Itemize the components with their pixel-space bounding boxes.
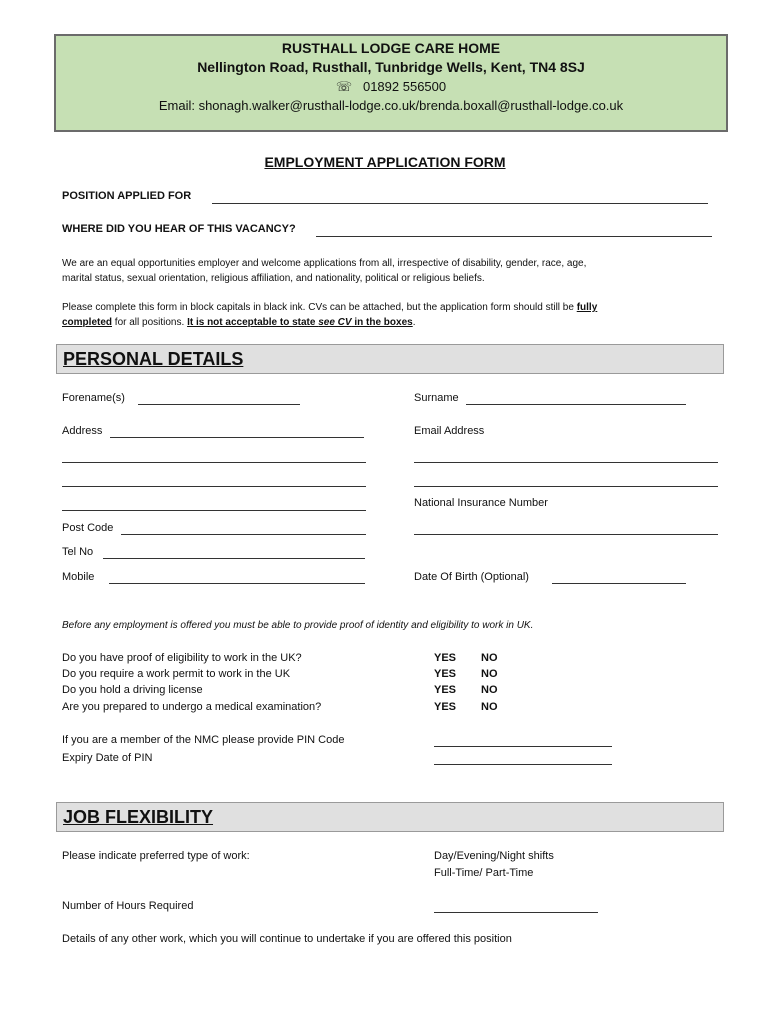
other-work-label: Details of any other work, which you will continue to undertake if you are offered this position bbox=[62, 933, 512, 945]
personal-details-heading: PERSONAL DETAILS bbox=[56, 344, 724, 374]
vacancy-field[interactable] bbox=[316, 236, 712, 237]
period-text: . bbox=[412, 317, 416, 328]
shift-options[interactable]: Day/Evening/Night shifts bbox=[434, 850, 554, 862]
yes-option[interactable]: YES bbox=[434, 668, 457, 680]
phone-icon: ☏ bbox=[335, 79, 353, 94]
equal-opps-line2: marital status, sexual orientation, religious affiliation, and nationality, political or religious beliefs. bbox=[62, 273, 485, 284]
not-acceptable-text: It is not acceptable to state bbox=[187, 317, 319, 328]
question-medical: Are you prepared to undergo a medical examination? bbox=[62, 701, 322, 713]
tel-field[interactable] bbox=[103, 558, 365, 559]
position-field[interactable] bbox=[212, 203, 708, 204]
equal-opps-line1: We are an equal opportunities employer and welcome applications from all, irrespective of disability, gender, race, age, bbox=[62, 258, 587, 269]
for-all-positions-text: for all positions. bbox=[112, 317, 188, 328]
hours-field[interactable] bbox=[434, 912, 598, 913]
see-cv-text: see CV bbox=[318, 317, 352, 328]
instructions-line2 bbox=[62, 315, 415, 330]
forename-field[interactable] bbox=[138, 404, 300, 405]
mobile-label: Mobile bbox=[62, 571, 95, 583]
phone-number: 01892 556500 bbox=[362, 79, 447, 94]
mobile-field[interactable] bbox=[109, 583, 365, 584]
email-field[interactable] bbox=[414, 462, 718, 463]
yes-option[interactable]: YES bbox=[434, 652, 457, 664]
ni-field[interactable] bbox=[414, 534, 718, 535]
ni-label: National Insurance Number bbox=[414, 497, 548, 509]
email-field-2[interactable] bbox=[414, 486, 718, 487]
position-label: POSITION APPLIED FOR bbox=[62, 190, 192, 202]
org-email: Email: shonagh.walker@rusthall-lodge.co.uk/brenda.boxall@rusthall-lodge.co.uk bbox=[158, 98, 624, 113]
vacancy-label: WHERE DID YOU HEAR OF THIS VACANCY? bbox=[62, 223, 296, 235]
job-flexibility-heading: JOB FLEXIBILITY bbox=[56, 802, 724, 832]
surname-label: Surname bbox=[414, 392, 459, 404]
hours-label: Number of Hours Required bbox=[62, 900, 194, 912]
identity-note: Before any employment is offered you must be able to provide proof of identity and eligibility to work in UK. bbox=[62, 620, 534, 631]
completed-text: completed bbox=[62, 317, 113, 328]
instructions-text: Please complete this form in block capitals in black ink. CVs can be attached, but the application form should still be bbox=[62, 302, 574, 313]
nmc-pin-field[interactable] bbox=[434, 746, 612, 747]
address-field-4[interactable] bbox=[62, 510, 366, 511]
dob-label: Date Of Birth (Optional) bbox=[414, 571, 529, 583]
in-boxes-text: in the boxes bbox=[351, 317, 413, 328]
form-title: EMPLOYMENT APPLICATION FORM bbox=[264, 154, 506, 170]
question-eligibility: Do you have proof of eligibility to work in the UK? bbox=[62, 652, 302, 664]
dob-field[interactable] bbox=[552, 583, 686, 584]
email-label: Email Address bbox=[414, 425, 485, 437]
tel-label: Tel No bbox=[62, 546, 94, 558]
pin-expiry-label: Expiry Date of PIN bbox=[62, 752, 153, 764]
surname-field[interactable] bbox=[466, 404, 686, 405]
nmc-pin-label: If you are a member of the NMC please provide PIN Code bbox=[62, 734, 345, 746]
header-box bbox=[54, 34, 728, 132]
address-field-2[interactable] bbox=[62, 462, 366, 463]
question-driving-license: Do you hold a driving license bbox=[62, 684, 203, 696]
pin-expiry-field[interactable] bbox=[434, 764, 612, 765]
fully-text: fully bbox=[576, 302, 598, 313]
yes-option[interactable]: YES bbox=[434, 684, 457, 696]
address-field-3[interactable] bbox=[62, 486, 366, 487]
postcode-label: Post Code bbox=[62, 522, 114, 534]
address-field-1[interactable] bbox=[110, 437, 364, 438]
org-address: Nellington Road, Rusthall, Tunbridge Wells, Kent, TN4 8SJ bbox=[197, 59, 585, 75]
question-work-permit: Do you require a work permit to work in the UK bbox=[62, 668, 291, 680]
org-name: RUSTHALL LODGE CARE HOME bbox=[281, 40, 501, 56]
address-label: Address bbox=[62, 425, 103, 437]
phone-row bbox=[56, 77, 726, 96]
yes-option[interactable]: YES bbox=[434, 701, 457, 713]
no-option[interactable]: NO bbox=[481, 684, 498, 696]
forename-label: Forename(s) bbox=[62, 392, 125, 404]
time-options[interactable]: Full-Time/ Part-Time bbox=[434, 867, 534, 879]
no-option[interactable]: NO bbox=[481, 652, 498, 664]
instructions-line1 bbox=[62, 300, 597, 315]
no-option[interactable]: NO bbox=[481, 668, 498, 680]
no-option[interactable]: NO bbox=[481, 701, 498, 713]
postcode-field[interactable] bbox=[121, 534, 366, 535]
preferred-work-label: Please indicate preferred type of work: bbox=[62, 850, 250, 862]
